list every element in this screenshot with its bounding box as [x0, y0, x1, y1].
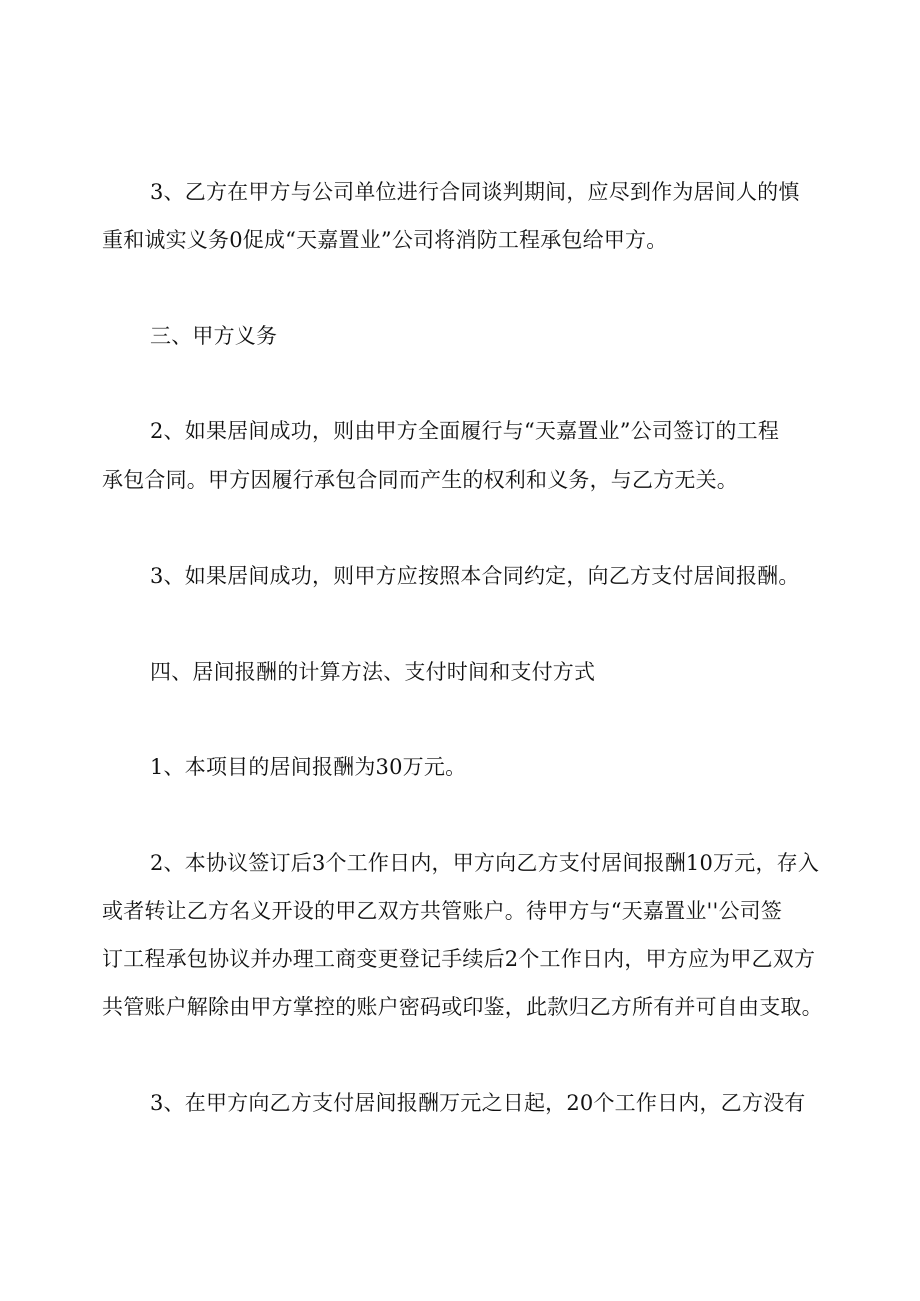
paragraph-4-line-1: 1、本项目的居间报酬为30万元。 — [150, 755, 467, 779]
paragraph-2-line-2: 承包合同。甲方因履行承包合同而产生的权利和义务，与乙方无关。 — [102, 468, 738, 492]
paragraph-5-line-2: 或者转让乙方名义开设的甲乙双方共管账户。待甲方与“天嘉置业''公司签 — [102, 899, 783, 923]
paragraph-6-line-1: 3、在甲方向乙方支付居间报酬万元之日起，20个工作日内，乙方没有 — [150, 1091, 806, 1115]
paragraph-5-line-4: 共管账户解除由甲方掌控的账户密码或印鉴，此款归乙方所有并可自由支取。 — [102, 995, 823, 1019]
paragraph-1-line-2: 重和诚实义务0促成“天嘉置业”公司将消防工程承包给甲方。 — [102, 228, 668, 252]
section-heading-4: 四、居间报酬的计算方法、支付时间和支付方式 — [150, 660, 596, 684]
paragraph-1-line-1: 3、乙方在甲方与公司单位进行合同谈判期间，应尽到作为居间人的慎 — [150, 180, 800, 204]
paragraph-5-line-1: 2、本协议签订后3个工作日内，甲方向乙方支付居间报酬10万元，存入 — [150, 851, 820, 875]
paragraph-3-line-1: 3、如果居间成功，则甲方应按照本合同约定，向乙方支付居间报酬。 — [150, 564, 800, 588]
section-heading-3: 三、甲方义务 — [150, 324, 278, 348]
paragraph-5-line-3: 订工程承包协议并办理工商变更登记手续后2个工作日内，甲方应为甲乙双方 — [102, 947, 816, 971]
paragraph-2-line-1: 2、如果居间成功，则由甲方全面履行与“天嘉置业”公司签订的工程 — [150, 419, 780, 443]
